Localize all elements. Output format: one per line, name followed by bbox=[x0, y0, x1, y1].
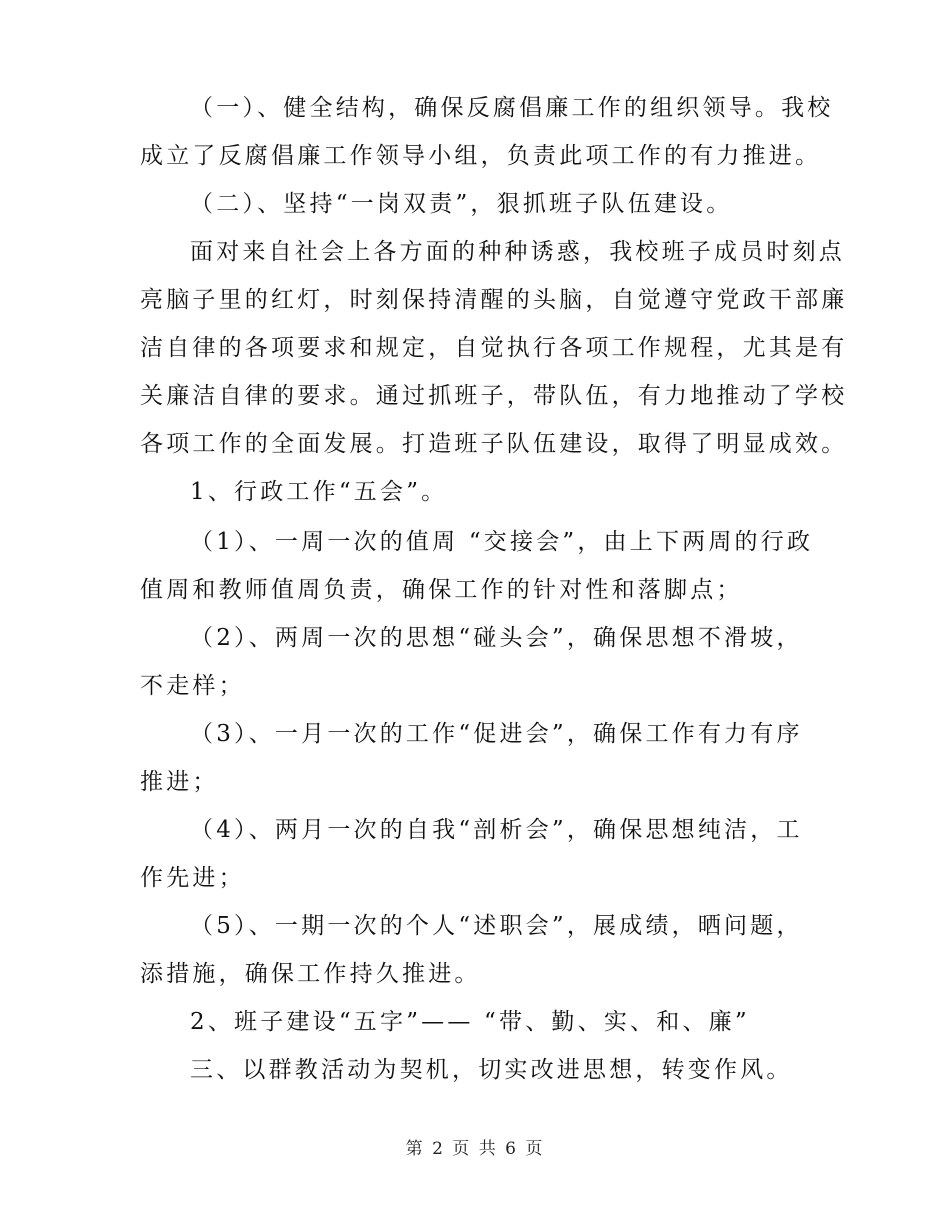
text-line: （2）、两周一次的思想“碰头会”，确保思想不滑坡， bbox=[190, 625, 803, 651]
text-line: 作先进； bbox=[140, 865, 245, 891]
text-line: （一）、健全结构，确保反腐倡廉工作的组织领导。我校 bbox=[190, 95, 834, 121]
text-line: 关廉洁自律的要求。通过抓班子，带队伍，有力地推动了学校 bbox=[140, 383, 848, 409]
text-line: 2、班子建设“五字”—— “带、勤、实、和、廉” bbox=[190, 1009, 750, 1035]
paragraph-11 bbox=[140, 1046, 820, 1094]
paragraph-3 bbox=[140, 228, 848, 468]
paragraph-8 bbox=[140, 806, 820, 902]
text-line: （4）、两月一次的自我“剖析会”，确保思想纯洁，工 bbox=[190, 817, 803, 843]
paragraph-7 bbox=[140, 710, 820, 806]
text-line: 三、以群教活动为契机，切实改进思想，转变作风。 bbox=[190, 1057, 793, 1083]
text-line: 推进； bbox=[140, 769, 219, 795]
paragraph-9 bbox=[140, 902, 820, 998]
paragraph-6 bbox=[140, 614, 820, 710]
page-number-footer: 第 2 页 共 6 页 bbox=[405, 1139, 545, 1159]
text-line: （1）、一周一次的值周 “交接会”，由上下两周的行政 bbox=[190, 529, 814, 555]
text-line: 值周和教师值周负责，确保工作的针对性和落脚点； bbox=[140, 577, 743, 603]
text-line: （5）、一期一次的个人“述职会”，展成绩，晒问题， bbox=[190, 913, 803, 939]
text-line: 添措施，确保工作持久推进。 bbox=[140, 961, 481, 987]
text-line: 不走样； bbox=[140, 673, 245, 699]
text-line: 1、行政工作“五会”。 bbox=[190, 479, 448, 505]
text-line: 各项工作的全面发展。打造班子队伍建设，取得了明显成效。 bbox=[140, 431, 848, 457]
paragraph-1 bbox=[140, 84, 834, 180]
text-line: （3）、一月一次的工作“促进会”，确保工作有力有序 bbox=[190, 721, 803, 747]
paragraph-2 bbox=[140, 180, 820, 228]
text-line: 洁自律的各项要求和规定，自觉执行各项工作规程，尤其是有 bbox=[140, 335, 848, 361]
text-line: （二）、坚持“一岗双责”，狠抓班子队伍建设。 bbox=[190, 191, 733, 217]
paragraph-4 bbox=[140, 468, 820, 516]
paragraph-10 bbox=[140, 998, 820, 1046]
paragraph-5 bbox=[140, 518, 820, 614]
text-line: 面对来自社会上各方面的种种诱惑，我校班子成员时刻点 bbox=[190, 239, 845, 265]
text-line: 成立了反腐倡廉工作领导小组，负责此项工作的有力推进。 bbox=[140, 143, 822, 169]
text-line: 亮脑子里的红灯，时刻保持清醒的头脑，自觉遵守党政干部廉 bbox=[140, 287, 848, 313]
